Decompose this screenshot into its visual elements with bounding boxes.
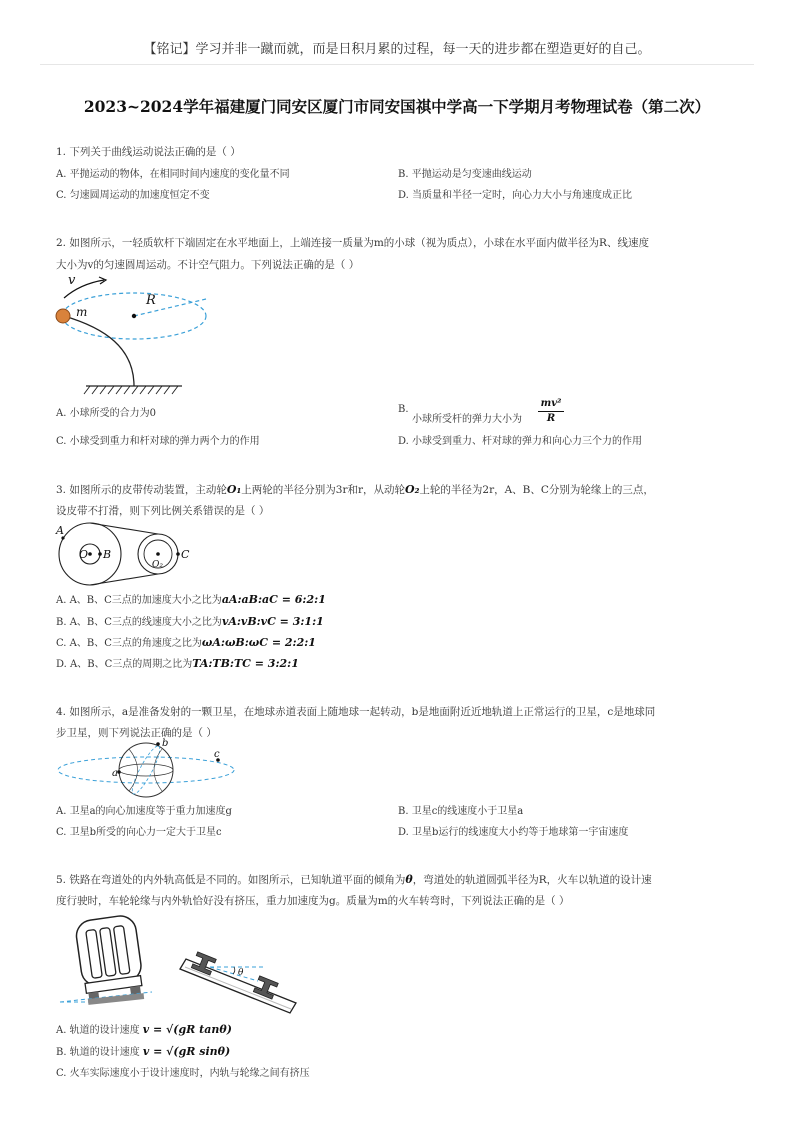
- q3-stem-line2: 设皮带不打滑，则下列比例关系错误的是（ ）: [56, 505, 270, 517]
- option-math: vA:vB:vC = 3:1:1: [221, 615, 324, 628]
- fig-label-theta: θ: [238, 968, 244, 978]
- fraction-bar: [538, 411, 564, 412]
- fig-label-O2: O₂: [152, 560, 163, 570]
- page-title: 2023~2024学年福建厦门同安区厦门市同安国祺中学高一下学期月考物理试卷（第二次）: [83, 97, 711, 116]
- q2-option-b-text: 小球所受杆的弹力大小为: [412, 414, 522, 425]
- q3-option-b: [56, 613, 324, 628]
- q3-figure-belt-drive: [52, 518, 202, 590]
- q4-stem-line2: 步卫星，则下列说法正确的是（ ）: [56, 727, 217, 739]
- option-math: v = √(gR tanθ): [142, 1023, 232, 1036]
- q3-stem-O1: O₁: [226, 483, 242, 496]
- q2-stem-line1: 2. 如图所示，一轻质软杆下端固定在水平地面上，上端连接一质量为m的小球（视为质点），小球在水平面内做半径为R、线速度: [56, 237, 649, 249]
- option-math: ωA:ωB:ωC = 2:2:1: [201, 636, 316, 649]
- q2-figure-rod-ball: [50, 268, 220, 398]
- q3-stem-part2: 上两轮的半径分别为3r和r，从动轮: [241, 484, 405, 496]
- q3-stem-line1: [56, 482, 654, 497]
- fig-label-R: R: [146, 293, 156, 308]
- q5-stem-line2: 度行驶时，车轮轮缘与内外轨恰好没有挤压，重力加速度为g。质量为m的火车转弯时，下列说法正确的是（ ）: [56, 895, 570, 907]
- option-math: aA:aB:aC = 6:2:1: [221, 593, 326, 606]
- q5-stem-part2: ，弯道处的轨道圆弧半径为R，火车以轨道的设计速: [412, 874, 652, 886]
- q5-figure-train: [58, 912, 160, 1008]
- fig-label-a: a: [112, 768, 118, 779]
- fig-label-v: v: [68, 273, 76, 288]
- fig-label-b: b: [162, 738, 169, 749]
- q3-stem-part1: 3. 如图所示的皮带传动装置，主动轮: [56, 484, 227, 496]
- option-text: B. A、B、C三点的线速度大小之比为: [56, 617, 222, 628]
- q1-stem: 1. 下列关于曲线运动说法正确的是（ ）: [56, 146, 241, 158]
- q5-figure-rails: [176, 945, 300, 1017]
- option-text: C. A、B、C三点的角速度之比为: [56, 638, 202, 649]
- q4-option-b: B. 卫星c的线速度小于卫星a: [398, 806, 524, 817]
- option-text: A. 轨道的设计速度: [56, 1025, 140, 1036]
- fraction-denominator: R: [546, 413, 556, 424]
- q5-stem-line1: [56, 872, 652, 887]
- fig-label-C: C: [181, 548, 190, 561]
- fig-label-m: m: [76, 305, 88, 319]
- fig-label-B: B: [103, 548, 112, 561]
- q2-option-b-prefix: B.: [398, 404, 409, 415]
- q4-option-c: C. 卫星b所受的向心力一定大于卫星c: [56, 827, 222, 838]
- q2-option-a: A. 小球所受的合力为0: [56, 408, 156, 419]
- q2-option-b-fraction: [536, 398, 566, 425]
- q5-stem-theta: θ: [405, 873, 413, 886]
- option-text: A. A、B、C三点的加速度大小之比为: [56, 595, 222, 606]
- option-math: TA:TB:TC = 3:2:1: [192, 657, 299, 670]
- q5-option-c: C. 火车实际速度小于设计速度时，内轨与轮缘之间有挤压: [56, 1068, 310, 1079]
- q1-option-b: B. 平抛运动是匀变速曲线运动: [398, 169, 532, 180]
- fig-label-A: A: [56, 524, 64, 537]
- q2-option-d: D. 小球受到重力、杆对球的弹力和向心力三个力的作用: [398, 436, 643, 447]
- q4-option-d: D. 卫星b运行的线速度大小约等于地球第一宇宙速度: [398, 827, 629, 838]
- fig-label-O1: O: [79, 548, 89, 561]
- q4-figure-satellites: [54, 738, 244, 798]
- q3-option-d: [56, 655, 299, 670]
- q2-option-c: C. 小球受到重力和杆对球的弹力两个力的作用: [56, 436, 260, 447]
- q1-option-c: C. 匀速圆周运动的加速度恒定不变: [56, 190, 210, 201]
- option-text: B. 轨道的设计速度: [56, 1047, 140, 1058]
- q3-option-c: [56, 634, 316, 649]
- fig-label-c: c: [214, 749, 220, 760]
- q2-stem-line2: 大小为v的匀速圆周运动。不计空气阻力。下列说法正确的是（ ）: [56, 259, 360, 271]
- option-math: v = √(gR sinθ): [142, 1045, 231, 1058]
- q5-option-b: [56, 1043, 230, 1058]
- q5-option-a: [56, 1021, 232, 1036]
- q3-stem-O2: O₂: [404, 483, 420, 496]
- q3-option-a: [56, 591, 326, 606]
- q3-stem-part3: 上轮的半径为2r，A、B、C分别为轮缘上的三点，: [419, 484, 654, 496]
- q4-option-a: A. 卫星a的向心加速度等于重力加速度g: [56, 806, 232, 817]
- q1-option-d: D. 当质量和半径一定时，向心力大小与角速度成正比: [398, 190, 633, 201]
- motto: 【铭记】学习并非一蹴而就，而是日积月累的过程，每一天的进步都在塑造更好的自己。: [143, 42, 651, 57]
- header-divider: [40, 64, 754, 65]
- q1-option-a: A. 平抛运动的物体，在相同时间内速度的变化量不同: [56, 169, 290, 180]
- q5-stem-part1: 5. 铁路在弯道处的内外轨高低是不同的。如图所示，已知轨道平面的倾角为: [56, 874, 406, 886]
- option-text: D. A、B、C三点的周期之比为: [56, 659, 193, 670]
- q4-stem-line1: 4. 如图所示，a是准备发射的一颗卫星，在地球赤道表面上随地球一起转动，b是地面附近近地轨道上正常运行的卫星，c是地球同: [56, 706, 656, 718]
- fraction-numerator: mv²: [540, 398, 562, 409]
